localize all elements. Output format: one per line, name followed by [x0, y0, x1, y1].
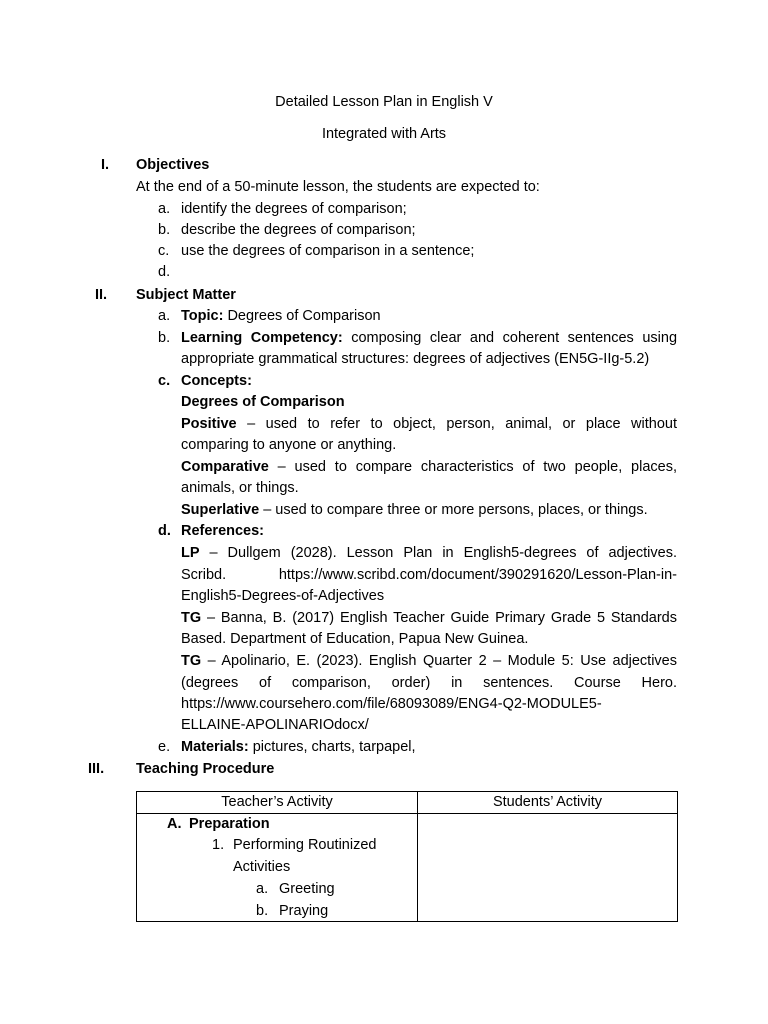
reference-tag: TG: [181, 610, 202, 626]
positive-line-2: comparing to anyone or anything.: [181, 437, 397, 453]
competency-label: Learning Competency:: [181, 330, 343, 346]
list-marker: d.: [158, 523, 171, 539]
list-marker: d.: [158, 264, 171, 280]
reference-lp-line-1: [181, 545, 677, 561]
document-subtitle: Integrated with Arts: [321, 126, 447, 142]
comparative-text: – used to compare characteristics of two people, places,: [268, 459, 677, 475]
reference-lp-line-2: Scribd. https://www.scribd.com/document/390291620/Lesson-Plan-in-: [181, 567, 677, 583]
section-heading-objectives: Objectives: [136, 157, 210, 173]
list-marker: c.: [158, 243, 170, 259]
reference-text: – Dullgem (2028). Lesson Plan in English5-degrees of adjectives.: [199, 545, 677, 561]
teacher-activity-cell: [137, 814, 418, 922]
section-numeral-subject-matter: II.: [95, 287, 108, 303]
topic-label: Topic:: [181, 308, 224, 324]
competency-text: composing clear and coherent sentences using: [342, 330, 678, 346]
column-header-teacher: Teacher’s Activity: [137, 792, 418, 814]
sub-item-text: Greeting: [279, 881, 335, 897]
step-text-line-2: Activities: [233, 859, 291, 875]
objective-item: describe the degrees of comparison;: [181, 222, 416, 238]
objectives-intro: At the end of a 50-minute lesson, the students are expected to:: [136, 179, 540, 195]
competency-line-1: [181, 330, 677, 346]
section-numeral-procedure: III.: [88, 761, 105, 777]
materials-label: Materials:: [181, 739, 249, 755]
references-label: References:: [181, 523, 265, 539]
list-marker: c.: [158, 373, 171, 389]
objective-item: use the degrees of comparison in a sentence;: [181, 243, 475, 259]
step-text-line-1: Performing Routinized: [233, 837, 377, 853]
reference-tg2-line-2: (degrees of comparison, order) in sentences. Course Hero.: [181, 675, 677, 691]
superlative-text: – used to compare three or more persons, places, or things.: [259, 502, 648, 518]
procedure-table: [136, 791, 678, 922]
section-heading-subject-matter: Subject Matter: [136, 287, 236, 303]
comparative-line-2: animals, or things.: [181, 480, 299, 496]
positive-line-1: [181, 416, 677, 432]
reference-tag: TG: [181, 653, 202, 669]
comparative-term: Comparative: [181, 459, 269, 475]
list-marker: a.: [158, 308, 171, 324]
reference-lp-line-3: English5-Degrees-of-Adjectives: [181, 588, 385, 604]
reference-text: – Banna, B. (2017) English Teacher Guide Primary Grade 5 Standards: [201, 610, 677, 626]
concepts-label: Concepts:: [181, 373, 252, 389]
table-header-row: [137, 792, 678, 814]
preparation-label: Preparation: [189, 816, 270, 832]
materials-text: pictures, charts, tarpapel,: [248, 739, 416, 755]
list-marker: b.: [158, 222, 171, 238]
preparation-marker: A.: [167, 816, 182, 832]
superlative-line: [181, 502, 648, 518]
comparative-line-1: [181, 459, 677, 475]
positive-term: Positive: [181, 416, 237, 432]
concepts-subheading: Degrees of Comparison: [181, 394, 345, 410]
competency-line-2: appropriate grammatical structures: degrees of adjectives (EN5G-IIg-5.2): [181, 351, 650, 367]
objective-item: identify the degrees of comparison;: [181, 201, 407, 217]
reference-tg2-line-1: [181, 653, 677, 669]
section-heading-procedure: Teaching Procedure: [136, 761, 275, 777]
positive-text: – used to refer to object, person, animal, or place without: [236, 416, 677, 432]
column-header-students: Students’ Activity: [418, 792, 678, 814]
reference-text: – Apolinario, E. (2023). English Quarter 2 – Module 5: Use adjectives: [201, 653, 677, 669]
reference-tg1-line-1: [181, 610, 677, 626]
students-activity-cell: [418, 814, 678, 922]
topic-line: [181, 308, 381, 324]
step-marker: 1.: [212, 837, 225, 853]
section-numeral-objectives: I.: [101, 157, 110, 173]
sub-item-marker: a.: [256, 881, 269, 897]
superlative-term: Superlative: [181, 502, 260, 518]
list-marker: b.: [158, 330, 171, 346]
sub-item-marker: b.: [256, 903, 269, 919]
sub-item-text: Praying: [279, 903, 329, 919]
reference-tg2-line-4: ELLAINE-APOLINARIOdocx/: [181, 717, 369, 733]
list-marker: a.: [158, 201, 171, 217]
reference-tag: LP: [181, 545, 200, 561]
topic-text: Degrees of Comparison: [223, 308, 381, 324]
list-marker: e.: [158, 739, 171, 755]
reference-tg1-line-2: Based. Department of Education, Papua New Guinea.: [181, 631, 529, 647]
document-title: Detailed Lesson Plan in English V: [275, 94, 493, 110]
materials-line: [181, 739, 416, 755]
reference-tg2-line-3: https://www.coursehero.com/file/68093089/ENG4-Q2-MODULE5-: [181, 696, 602, 712]
table-row: [137, 814, 678, 922]
